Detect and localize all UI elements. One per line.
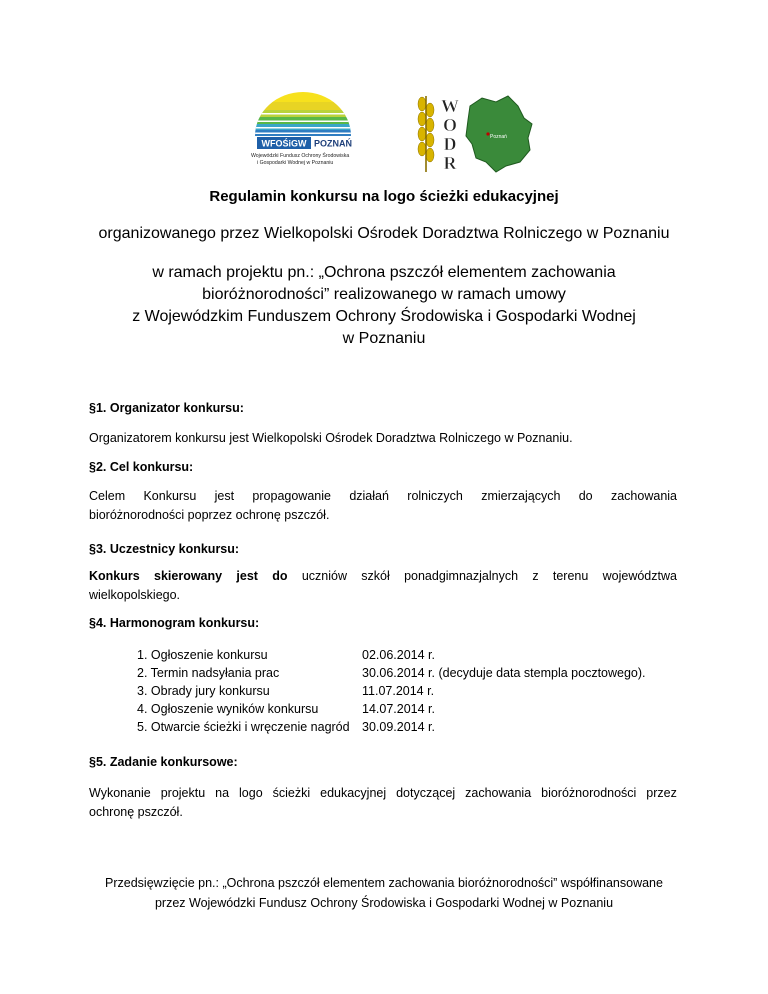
schedule-date: 14.07.2014 r. (362, 702, 435, 716)
schedule-list (137, 646, 646, 736)
logo-bar (0, 0, 768, 180)
word: przez (646, 786, 677, 800)
section-2-heading: §2. Cel konkursu: (89, 460, 194, 474)
wfos-city-text: POZNAŃ (314, 138, 352, 149)
schedule-item: 1. Ogłoszenie konkursu (137, 648, 268, 662)
document-subtitle: organizowanego przez Wielkopolski Ośrodek Doradztwa Rolniczego w Poznaniu (98, 225, 670, 242)
word: uczniów (301, 569, 347, 583)
section-5-body (89, 784, 677, 822)
wodr-letter-d: D (443, 134, 457, 154)
project-line: bioróżnorodności” realizowanego w ramach umowy (202, 286, 566, 303)
word: jest (214, 489, 235, 503)
schedule-item: 2. Termin nadsyłania prac (137, 666, 280, 680)
word: skierowany (154, 569, 223, 583)
word: Konkurs (89, 569, 140, 583)
word: zachowania (465, 786, 532, 800)
schedule-date: 11.07.2014 r. (362, 684, 435, 698)
word: szkół (361, 569, 390, 583)
word: edukacyjnej (320, 786, 387, 800)
word: bioróżnorodności (541, 786, 637, 800)
word: terenu (552, 569, 589, 583)
word: na (215, 786, 230, 800)
schedule-row (137, 664, 646, 682)
project-line: w Poznaniu (342, 330, 426, 347)
word: Wykonanie (89, 786, 151, 800)
section-2-body (89, 487, 677, 525)
word: rolniczych (407, 489, 463, 503)
footer-line-2: przez Wojewódzki Fundusz Ochrony Środowiska i Gospodarki Wodnej w Poznaniu (154, 896, 614, 910)
wfos-badge-text: WFOŚiGW (261, 138, 307, 149)
wfos-name-line1: Wojewódzki Fundusz Ochrony Środowiska (251, 153, 350, 159)
section-3-line-1 (89, 567, 677, 586)
wfosigw-logo (243, 90, 363, 170)
word: projektu (160, 786, 206, 800)
section-5-line-1 (89, 784, 677, 803)
schedule-item: 4. Ogłoszenie wyników konkursu (137, 702, 319, 716)
word: ponadgimnazjalnych (404, 569, 519, 583)
section-2-line-1 (89, 487, 677, 506)
word: logo (239, 786, 263, 800)
word: województwa (602, 569, 677, 583)
wodr-letter-o: O (442, 115, 458, 135)
footer-line-1: Przedsięwzięcie pn.: „Ochrona pszczół elementem zachowania bioróżnorodności” współfinansowane (105, 876, 663, 890)
schedule-row (137, 700, 646, 718)
word: Konkursu (143, 489, 197, 503)
schedule-date: 02.06.2014 r. (362, 648, 435, 662)
word: zmierzających (481, 489, 561, 503)
project-line: z Wojewódzkim Funduszem Ochrony Środowiska i Gospodarki Wodnej (132, 308, 636, 325)
section-1-text: Organizatorem konkursu jest Wielkopolski Ośrodek Doradztwa Rolniczego w Poznaniu. (89, 431, 573, 445)
word: dotyczącej (396, 786, 456, 800)
word: propagowanie (252, 489, 331, 503)
section-5-line-2: ochronę pszczół. (89, 805, 183, 819)
project-description (0, 262, 768, 350)
word: Celem (89, 489, 126, 503)
schedule-row (137, 682, 646, 700)
schedule-row (137, 718, 646, 736)
schedule-item: 5. Otwarcie ścieżki i wręczenie nagród (137, 720, 350, 734)
word: jest (236, 569, 258, 583)
schedule-date: 30.06.2014 r. (decyduje data stempla pocztowego). (362, 666, 646, 680)
section-3-body (89, 567, 677, 605)
section-1-heading: §1. Organizator konkursu: (89, 401, 244, 415)
wodr-logo (412, 92, 538, 174)
schedule-item: 3. Obrady jury konkursu (137, 684, 270, 698)
section-3-heading: §3. Uczestnicy konkursu: (89, 542, 240, 556)
section-4-heading: §4. Harmonogram konkursu: (89, 616, 260, 630)
word: z (532, 569, 539, 583)
word: ścieżki (272, 786, 311, 800)
word: działań (349, 489, 389, 503)
document-title: Regulamin konkursu na logo ścieżki edukacyjnej (209, 188, 559, 205)
section-5-heading: §5. Zadanie konkursowe: (89, 755, 238, 769)
word: do (578, 489, 593, 503)
section-2-line-2: bioróżnorodności poprzez ochronę pszczół. (89, 508, 330, 522)
wodr-letter-w: W (441, 96, 459, 116)
footer-note (0, 873, 768, 913)
wodr-letter-r: R (443, 153, 457, 173)
schedule-row (137, 646, 646, 664)
project-line: w ramach projektu pn.: „Ochrona pszczół elementem zachowania (152, 264, 616, 281)
schedule-date: 30.09.2014 r. (362, 720, 435, 734)
word: do (272, 569, 288, 583)
section-3-line-2: wielkopolskiego. (89, 588, 181, 602)
word: zachowania (610, 489, 677, 503)
wfos-name-line2: i Gospodarki Wodnej w Poznaniu (257, 160, 334, 166)
map-city-label: Poznań (490, 134, 507, 140)
